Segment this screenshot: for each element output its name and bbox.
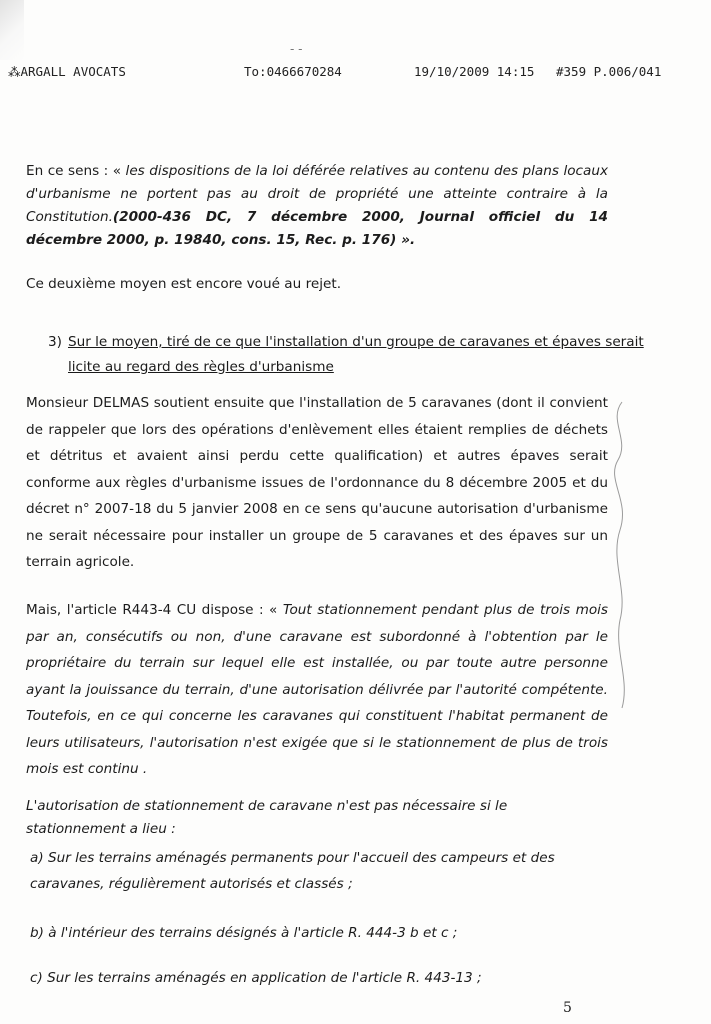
paragraph-conclusion: Ce deuxième moyen est encore voué au rejet. (26, 276, 342, 292)
paragraph-intro: En ce sens : « (26, 163, 126, 179)
paragraph-citation (26, 160, 608, 252)
list-item: c) Sur les terrains aménagés en application de l'article R. 443-13 ; (30, 970, 482, 986)
fax-recipient: To:0466670284 (244, 64, 342, 79)
fax-datetime: 19/10/2009 14:15 (414, 64, 535, 79)
section-title-line-2: licite au regard des règles d'urbanisme (68, 359, 334, 375)
article-quote: Tout stationnement pendant plus de trois mois par an, consécutifs ou non, d'une caravane est subordonné à l'obtention par le propriétaire du terrain sur lequel elle est installée, ou par toute autre personne ayant la jouissance du terrain, d'une autorisation délivrée par l'autorité compétente. Toutefois, en ce qui concerne les caravanes qui constituent l'habitat permanent de leurs utilisateurs, l'autorisation n'est exigée que si le stationnement de plus de trois mois est continu (26, 602, 608, 777)
quote-text: les dispositions de la loi déférée relatives au contenu des plans locaux d'urbanisme ne portent pas au droit de propriété une atteinte contraire à la Constitution. (26, 163, 609, 225)
fax-page-ref: #359 P.006/041 (556, 64, 662, 79)
margin-pen-stroke (600, 400, 640, 710)
scan-shadow (0, 0, 24, 60)
list-item: b) à l'intérieur des terrains désignés à l'article R. 444-3 b et c ; (30, 925, 458, 941)
quote-end: . (138, 761, 148, 777)
scan-mark: - - (290, 42, 303, 56)
section-number: 3) (48, 334, 62, 350)
paragraph-argument: Monsieur DELMAS soutient ensuite que l'installation de 5 caravanes (dont il convient de rappeler que lors des opérations d'enlèvement elles étaient remplies de déchets et détritus et avaient ainsi perdu cette qualification) et autres épaves serait conforme aux règles d'urbanisme issues de l'ordonnance du 8 décembre 2005 et du décret n° 2007-18 du 5 janvier 2008 en ce sens qu'aucune autorisation d'urbanisme ne serait nécessaire pour installer un groupe de 5 caravanes et des épaves sur un terrain agricole. (26, 395, 608, 570)
section-title-line-1: Sur le moyen, tiré de ce que l'installation d'un groupe de caravanes et épaves serait (68, 334, 644, 350)
list-item: a) Sur les terrains aménagés permanents pour l'accueil des campeurs et des caravanes, régulièrement autorisés et classés ; (30, 850, 555, 892)
fax-sender: ⁂ARGALL AVOCATS (8, 64, 126, 79)
paragraph-intro: Mais, l'article R443-4 CU dispose : « (26, 602, 283, 618)
paragraph-article-quote (26, 597, 608, 783)
jurisprudence-reference: (2000-436 DC, 7 décembre 2000, Journal officiel du 14 décembre 2000, p. 19840, cons. 15, Rec. p. 176) ». (26, 209, 608, 248)
paragraph-exceptions-intro: L'autorisation de stationnement de caravane n'est pas nécessaire si le stationnement a lieu : (26, 798, 508, 837)
fax-header (8, 64, 708, 84)
page-number: 5 (563, 1000, 572, 1016)
